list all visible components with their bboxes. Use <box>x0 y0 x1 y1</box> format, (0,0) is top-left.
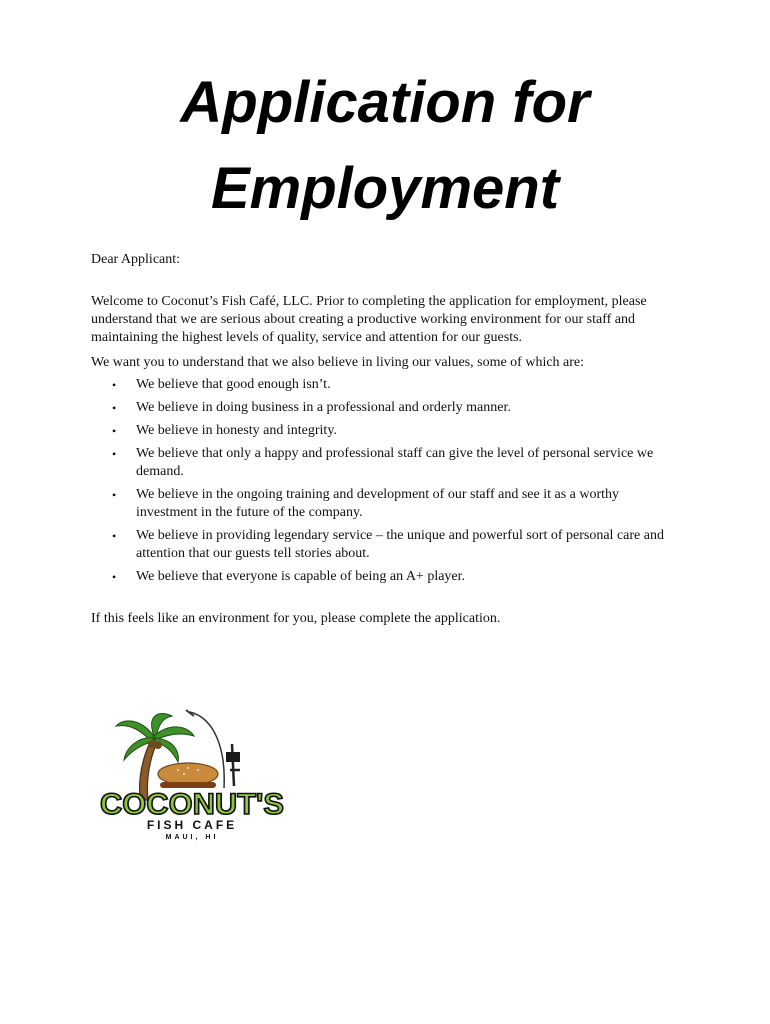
value-text: We believe in doing business in a professional and orderly manner. <box>136 400 511 415</box>
bullet-icon: • <box>112 424 117 438</box>
value-text: We believe in providing legendary service – the unique and powerful sort of personal care and attention that our guests tell stories about. <box>136 528 664 561</box>
greeting: Dear Applicant: <box>91 252 181 267</box>
value-text: We believe that everyone is capable of being an A+ player. <box>136 569 466 584</box>
page-title <box>0 60 770 232</box>
list-item <box>91 376 681 394</box>
list-item <box>91 486 681 522</box>
burger-icon <box>158 763 218 788</box>
list-item <box>91 445 681 481</box>
title-line-1: Application for <box>180 70 590 135</box>
bullet-icon: • <box>112 447 117 461</box>
bullet-icon: • <box>112 529 117 543</box>
intro-paragraph: Welcome to Coconut’s Fish Café, LLC. Prior to completing the application for employment, please understand that we are serious about creating a productive working environment for our staff and maintaining the highest levels of quality, service and attention for our guests. <box>91 294 647 345</box>
bullet-icon: • <box>112 378 117 392</box>
bullet-icon: • <box>112 570 117 584</box>
logo-wordmark: COCONUT'S <box>100 788 284 821</box>
list-item <box>91 527 681 563</box>
list-item <box>91 399 681 417</box>
list-item <box>91 422 681 440</box>
letter-body <box>91 251 691 628</box>
closing-line: If this feels like an environment for you, please complete the application. <box>91 611 501 626</box>
coconut-icon <box>154 741 162 749</box>
chair-icon <box>228 744 240 786</box>
values-lead: We want you to understand that we also believe in living our values, some of which are: <box>91 355 585 370</box>
value-text: We believe that only a happy and professional staff can give the level of personal service we demand. <box>136 446 654 479</box>
list-item <box>91 568 681 586</box>
bullet-icon: • <box>112 401 117 415</box>
logo-location: MAUI, HI <box>165 834 219 841</box>
title-line-2: Employment <box>210 156 560 221</box>
palm-leaves-icon <box>116 713 194 762</box>
bullet-icon: • <box>112 488 117 502</box>
value-text: We believe in the ongoing training and development of our staff and see it as a worthy investment in the future of the company. <box>136 487 620 520</box>
value-text: We believe in honesty and integrity. <box>136 423 337 438</box>
coconuts-logo <box>94 708 290 844</box>
values-list <box>91 376 691 586</box>
value-text: We believe that good enough isn’t. <box>136 377 331 392</box>
logo-subtitle: FISH CAFE <box>146 818 238 832</box>
